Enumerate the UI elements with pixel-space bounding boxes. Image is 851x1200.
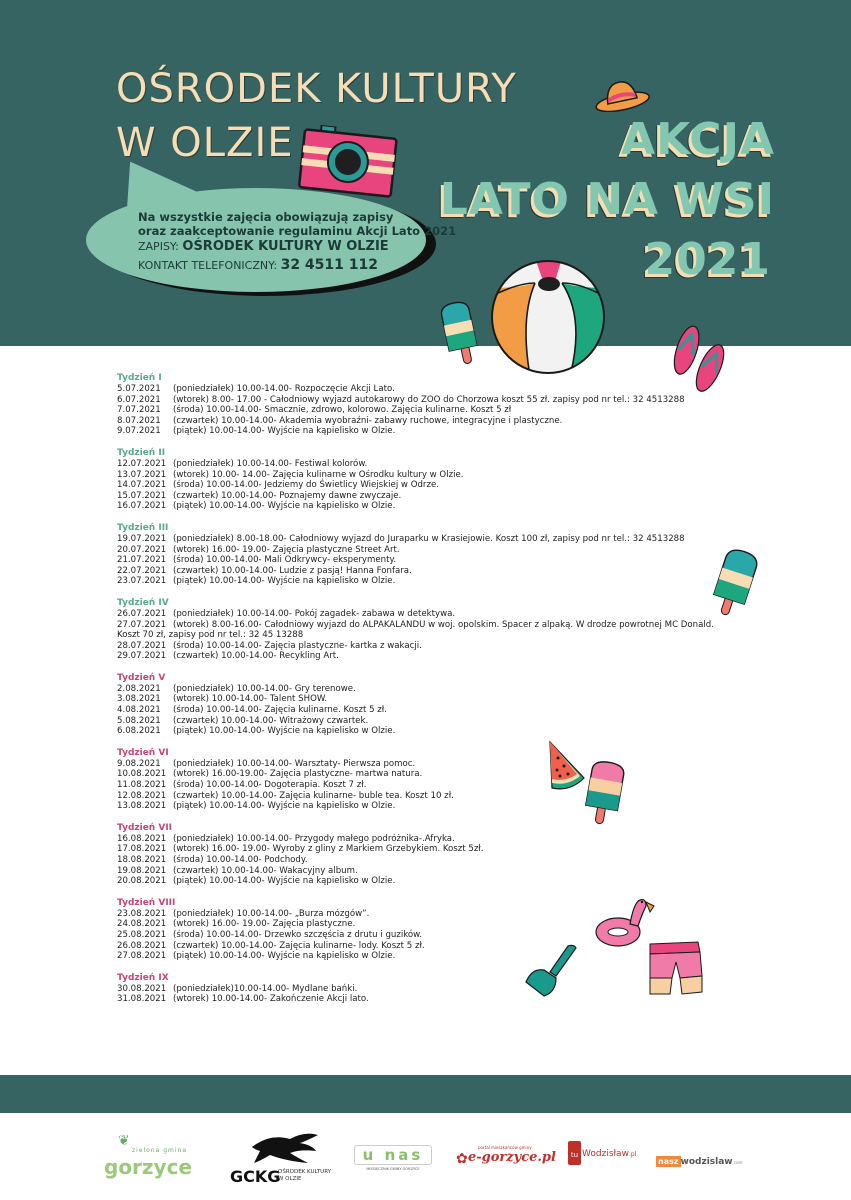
event-date: 22.07.2021: [117, 565, 167, 576]
schedule-row: [117, 866, 714, 877]
event-description: (wtorek) 16.00- 19.00- Zajęcia plastyczne Street Art.: [173, 544, 400, 555]
event-date: 5.08.2021: [117, 715, 161, 726]
event-date: 17.08.2021: [117, 844, 167, 855]
event-year: 2021: [644, 234, 771, 285]
logo-nasz-wodzislaw-suffix: .com: [732, 1160, 743, 1165]
event-description: (czwartek) 10.00-14.00- Akademia wyobraźni- zabawy ruchowe, integracyjne i plastyczne.: [173, 415, 563, 426]
camera-icon: [297, 123, 399, 199]
logo-tu-badge: tu: [568, 1141, 581, 1165]
shovel-icon: [522, 942, 582, 1000]
logo-nasz-wodzislaw[interactable]: [656, 1149, 746, 1169]
week-section: [117, 822, 714, 887]
logo-nasz-wodzislaw-text: wodzislaw: [680, 1157, 733, 1167]
event-description: (wtorek) 8.00- 17.00 - Całodniowy wyjazd autokarowy do ZOO do Chorzowa koszt 55 zł. zapisy pod nr tel.: 32 4513288: [173, 394, 685, 405]
org-title-line1: OŚRODEK KULTURY: [116, 66, 517, 112]
week-title: Tydzień VIII: [117, 897, 176, 908]
schedule-row: [117, 384, 714, 395]
signup-info-line1: Na wszystkie zajęcia obowiązują zapisy: [138, 210, 394, 224]
popsicle-icon: [582, 760, 626, 828]
schedule-row: [117, 501, 714, 512]
logo-tu-wodzislaw[interactable]: [568, 1141, 638, 1171]
week-section: [117, 447, 714, 512]
event-date: 19.08.2021: [117, 865, 167, 876]
event-description: (środa) 10.00-14.00- Mali Odkrywcy- eksperymenty.: [173, 555, 397, 566]
week-title: Tydzień III: [117, 522, 169, 533]
event-description: (poniedziałek) 10.00-14.00- Warsztaty- Pierwsza pomoc.: [173, 758, 416, 769]
event-date: 23.07.2021: [117, 576, 167, 587]
schedule-row: [117, 555, 714, 566]
event-date: 27.07.2021: [117, 619, 167, 630]
event-date: 26.07.2021: [117, 608, 167, 619]
popsicle-icon: [440, 300, 484, 368]
event-description: (środa) 10.00-14.00- Zajęcia kulinarne. Koszt 5 zł.: [173, 705, 387, 716]
logo-e-gorzyce-tagline: portal mieszkańców gminy: [478, 1145, 532, 1150]
schedule-row: [117, 694, 714, 705]
event-date: 12.07.2021: [117, 458, 167, 469]
beach-ball-icon: [490, 258, 606, 376]
header-band: [0, 0, 851, 346]
schedule-row: [117, 470, 714, 481]
org-title-line2: W OLZIE: [116, 120, 294, 166]
event-description: (wtorek) 16.00- 19.00- Zajęcia plastyczne.: [173, 919, 356, 930]
week-title: Tydzień II: [117, 447, 166, 458]
flower-icon: ✿: [456, 1151, 468, 1167]
logo-gorzyce-tagline: zielona gmina: [132, 1147, 188, 1154]
event-date: 15.07.2021: [117, 490, 167, 501]
schedule-row: [117, 876, 714, 887]
flame-wave-icon: [250, 1129, 320, 1165]
schedule-row: [117, 726, 714, 737]
event-description: (czwartek) 10.00-14.00- Zajęcia kulinarne- lody. Koszt 5 zł.: [173, 940, 425, 951]
logo-gorzyce[interactable]: [104, 1133, 194, 1183]
logo-nasz-badge: nasz: [658, 1157, 679, 1166]
event-title-line2: LATO NA WSI: [439, 174, 775, 225]
schedule-row: [117, 641, 714, 652]
schedule-row: [117, 651, 714, 662]
logo-gorzyce-text: gorzyce: [104, 1155, 193, 1179]
event-date: 2.08.2021: [117, 683, 161, 694]
event-description: (poniedziałek) 10.00-14.00- Gry terenowe.: [173, 683, 356, 694]
event-date: 23.08.2021: [117, 908, 167, 919]
swim-shorts-icon: [648, 940, 704, 996]
week-title: Tydzień V: [117, 672, 166, 683]
event-date: 12.08.2021: [117, 790, 167, 801]
event-description: (czwartek) 10.00-14.00- Zajęcia kulinarne- buble tea. Koszt 10 zł.: [173, 790, 454, 801]
schedule-row: [117, 984, 714, 995]
event-description: (środa) 10.00-14.00- Jedziemy do Świetlicy Wiejskiej w Odrze.: [173, 480, 439, 491]
event-description: (poniedziałek) 10.00-14.00- Rozpoczęcie Akcji Lato.: [173, 384, 395, 394]
event-date: 26.08.2021: [117, 940, 167, 951]
event-description: (środa) 10.00-14.00- Drzewko szczęścia z drutu i guzików.: [173, 929, 423, 940]
event-date: 21.07.2021: [117, 555, 167, 566]
event-date: 4.08.2021: [117, 705, 161, 716]
schedule-row: [117, 416, 714, 427]
schedule-row: [117, 576, 714, 587]
schedule-row: [117, 426, 714, 437]
schedule-row: [117, 534, 714, 545]
sponsor-logos: [0, 1113, 851, 1200]
event-date: 31.08.2021: [117, 994, 167, 1005]
event-description: (środa) 10.00-14.00- Podchody.: [173, 855, 308, 865]
week-title: Tydzień IX: [117, 972, 169, 983]
schedule-row: [117, 395, 714, 406]
week-title: Tydzień I: [117, 373, 162, 383]
event-description: (czwartek) 10.00-14.00- Poznajemy dawne zwyczaje.: [173, 490, 402, 501]
logo-gckg-subtext: OŚRODEK KULTURY W OLZIE: [278, 1169, 332, 1182]
sun-hat-icon: [592, 76, 650, 112]
event-description: (czwartek) 10.00-14.00- Ludzie z pasją! Hanna Fonfara.: [173, 565, 412, 576]
event-description: (wtorek) 16.00- 19.00- Wyroby z gliny z Markiem Grzebykiem. Koszt 5zł.: [173, 844, 484, 855]
event-description: (piątek) 10.00-14.00- Wyjście na kąpielisko w Olzie.: [173, 951, 396, 962]
week-title: Tydzień IV: [117, 597, 169, 608]
event-description: (czwartek) 10.00-14.00- Recykling Art.: [173, 651, 339, 662]
event-date: 20.08.2021: [117, 876, 167, 887]
schedule-row: [117, 834, 714, 845]
schedule-row: [117, 405, 714, 416]
week-section: [117, 972, 714, 1005]
logo-e-gorzyce[interactable]: [456, 1145, 556, 1173]
event-date: 10.08.2021: [117, 769, 167, 780]
event-date: 11.08.2021: [117, 780, 167, 791]
schedule-row: [117, 716, 714, 727]
signup-info-line2: oraz zaakceptowanie regulaminu Akcji Lato 2021: [138, 224, 457, 238]
event-description: (czwartek) 10.00-14.00- Witrażowy czwartek.: [173, 715, 369, 726]
event-description: (piątek) 10.00-14.00- Wyjście na kąpielisko w Olzie.: [173, 801, 396, 812]
popsicle-icon: [710, 548, 758, 620]
signup-label: ZAPISY:: [138, 240, 183, 253]
event-description: (poniedziałek) 10.00-14.00- Przygody małego podróżnika-.Afryka.: [173, 833, 455, 844]
event-description: (wtorek) 10.00-14.00- Talent SHOW.: [173, 694, 328, 705]
event-date: 24.08.2021: [117, 919, 167, 930]
event-date: 13.07.2021: [117, 469, 167, 480]
logo-gckg[interactable]: [230, 1127, 340, 1187]
logo-u-nas[interactable]: [354, 1145, 432, 1175]
event-date: 25.08.2021: [117, 929, 167, 940]
schedule-row: [117, 491, 714, 502]
event-description: (środa) 10.00-14.00- Smacznie, zdrowo, kolorowo. Zajęcia kulinarne. Koszt 5 zł: [173, 405, 512, 416]
event-date: 29.07.2021: [117, 651, 167, 662]
event-date: 5.07.2021: [117, 384, 161, 394]
contact-label: KONTAKT TELEFONICZNY:: [138, 259, 281, 272]
logo-e-gorzyce-text: e-gorzyce.pl: [468, 1150, 556, 1165]
schedule-row: [117, 566, 714, 577]
event-description: (piątek) 10.00-14.00- Wyjście na kąpielisko w Olzie.: [173, 576, 396, 587]
event-date: 9.08.2021: [117, 758, 161, 769]
schedule-row: [117, 684, 714, 695]
event-description: (wtorek) 10.00-14.00- Zakończenie Akcji lato.: [173, 994, 369, 1005]
event-description: (poniedziałek) 8.00-18.00- Całodniowy wyjazd do Juraparku w Krasiejowie. Koszt 100 zł, zapisy pod nr tel.: 32 4513288: [173, 533, 685, 544]
signup-line: [138, 239, 456, 254]
footer-band: [0, 1075, 851, 1113]
event-description: (piątek) 10.00-14.00- Wyjście na kąpielisko w Olzie.: [173, 501, 396, 512]
week-section: [117, 372, 714, 437]
event-date: 30.08.2021: [117, 983, 167, 994]
event-date: 28.07.2021: [117, 640, 167, 651]
event-description-continued: Koszt 70 zł, zapisy pod nr tel.: 32 45 13288: [117, 630, 304, 641]
event-date: 16.07.2021: [117, 501, 167, 512]
event-title-line1: AKCJA: [621, 114, 775, 165]
contact-line: [138, 258, 456, 273]
week-section: [117, 672, 714, 737]
schedule-row: [117, 855, 714, 866]
logo-u-nas-subtext: MIESIĘCZNIK GMINY GORZYCE: [366, 1167, 420, 1171]
logo-tu-wodzislaw-text: Wodzisław.pl: [582, 1149, 637, 1159]
event-date: 8.07.2021: [117, 415, 161, 426]
schedule-row: [117, 705, 714, 716]
event-date: 13.08.2021: [117, 801, 167, 812]
logo-u-nas-text: u nas: [354, 1145, 432, 1165]
event-date: 18.08.2021: [117, 855, 167, 865]
schedule-row: [117, 620, 714, 631]
leaf-icon: ❦: [118, 1133, 130, 1149]
event-description: (piątek) 10.00-14.00- Wyjście na kąpielisko w Olzie.: [173, 876, 396, 887]
event-date: 20.07.2021: [117, 544, 167, 555]
signup-value: OŚRODEK KULTURY W OLZIE: [182, 239, 389, 254]
event-date: 16.08.2021: [117, 833, 167, 844]
event-description: (poniedziałek)10.00-14.00- Mydlane bańki.: [173, 983, 358, 994]
event-description: (piątek) 10.00-14.00- Wyjście na kąpielisko w Olzie.: [173, 426, 396, 437]
signup-info: [138, 210, 456, 273]
week-title: Tydzień VII: [117, 822, 173, 833]
event-description: (czwartek) 10.00-14.00- Wakacyjny album.: [173, 865, 358, 876]
schedule-row: [117, 844, 714, 855]
event-description: (poniedziałek) 10.00-14.00- Pokój zagadek- zabawa w detektywa.: [173, 608, 456, 619]
event-description: (wtorek) 8.00-16.00- Całodniowy wyjazd do ALPAKALANDU w woj. opolskim. Spacer z alpaką. W drodze powrotnej MC Donald.: [173, 619, 714, 630]
contact-phone: 32 4511 112: [280, 257, 378, 273]
event-description: (poniedziałek) 10.00-14.00- „Burza mózgów”.: [173, 908, 370, 919]
schedule-row: [117, 480, 714, 491]
event-date: 6.08.2021: [117, 726, 161, 737]
event-description: (piątek) 10.00-14.00- Wyjście na kąpielisko w Olzie.: [173, 726, 396, 737]
schedule-row: [117, 994, 714, 1005]
schedule-row: [117, 545, 714, 556]
week-section: [117, 522, 714, 587]
schedule-row: [117, 951, 714, 962]
event-description: (środa) 10.00-14.00- Zajęcia plastyczne- kartka z wakacji.: [173, 640, 422, 651]
event-description: (poniedziałek) 10.00-14.00- Festiwal kolorów.: [173, 458, 368, 469]
event-date: 7.07.2021: [117, 405, 161, 416]
event-description: (środa) 10.00-14.00- Dogoterapia. Koszt 7 zł.: [173, 780, 367, 791]
logo-gckg-text: GCKG: [230, 1167, 281, 1186]
event-date: 27.08.2021: [117, 951, 167, 962]
event-description: (wtorek) 10.00- 14.00- Zajęcia kulinarne w Ośrodku kultury w Olzie.: [173, 469, 464, 480]
week-title: Tydzień VI: [117, 747, 169, 758]
week-section: [117, 597, 714, 662]
event-date: 9.07.2021: [117, 426, 161, 437]
event-date: 3.08.2021: [117, 694, 161, 705]
schedule-row: [117, 609, 714, 620]
event-description: (wtorek) 16.00-19.00- Zajęcia plastyczne- martwa natura.: [173, 769, 423, 780]
schedule-row: [117, 459, 714, 470]
event-date: 19.07.2021: [117, 533, 167, 544]
event-date: 6.07.2021: [117, 394, 161, 405]
event-date: 14.07.2021: [117, 480, 167, 491]
